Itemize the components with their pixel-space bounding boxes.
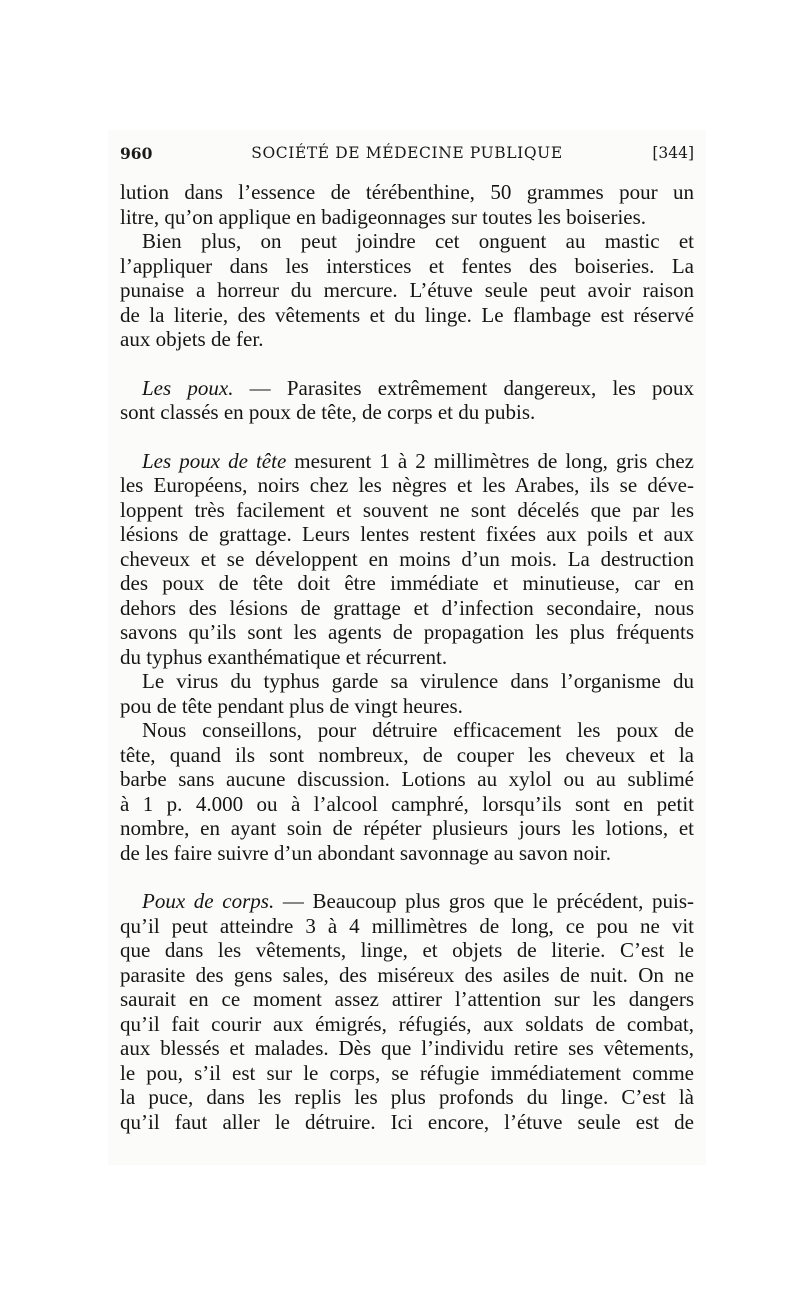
- text-line: [120, 376, 694, 401]
- text-line: Nous conseillons, pour détruire efficacement les poux de: [142, 718, 694, 742]
- text-line: parasite des gens sales, des miséreux des asiles de nuit. On ne: [120, 962, 694, 987]
- text-line: litre, qu’on applique en badigeonnages sur toutes les boiseries.: [120, 204, 647, 229]
- text-line: le pou, s’il est sur le corps, se réfugie immédiatement comme: [120, 1060, 694, 1085]
- text-run: — Parasites extrêmement dangereux, les poux: [233, 375, 694, 400]
- text-line: saurait en ce moment assez attirer l’attention sur les dangers: [120, 987, 694, 1011]
- text-line: barbe sans aucune discussion. Lotions au xylol ou au sublimé: [120, 767, 694, 791]
- text-line: qu’il faut aller le détruire. Ici encore, l’étuve seule est de: [120, 1109, 694, 1134]
- text-line: Le virus du typhus garde sa virulence dans l’organisme du: [142, 669, 694, 693]
- text-line: cheveux et se développent en moins d’un mois. La destruction: [120, 546, 694, 571]
- text-line: [120, 449, 694, 474]
- text-line: aux objets de fer.: [120, 327, 264, 351]
- text-line: lution dans l’essence de térébenthine, 50 grammes pour un: [120, 180, 694, 204]
- paragraph-poux-de-corps: [120, 889, 694, 1134]
- page-number: 960: [120, 144, 153, 163]
- paragraph-poux-de-tete: [120, 449, 694, 670]
- section-heading: Les poux de tête: [142, 448, 287, 473]
- text-line: pou de tête pendant plus de vingt heures.: [120, 693, 463, 718]
- text-line: les Européens, noirs chez les nègres et les Arabes, ils se déve-: [120, 473, 694, 497]
- paragraph: [120, 718, 694, 865]
- text-line: qu’il peut atteindre 3 à 4 millimètres de long, ce pou ne vit: [120, 913, 694, 938]
- section-heading: Poux de corps.: [142, 889, 275, 913]
- text-line: punaise a horreur du mercure. L’étuve seule peut avoir raison: [120, 278, 694, 302]
- text-run: mesurent 1 à 2 millimètres de long, gris chez: [286, 448, 694, 473]
- text-line: nombre, en ayant soin de répéter plusieurs jours les lotions, et: [120, 816, 694, 840]
- text-line: que dans les vêtements, linge, et objets de literie. C’est le: [120, 938, 694, 962]
- text-line: tête, quand ils sont nombreux, de couper les cheveux et la: [120, 742, 694, 767]
- text-line: qu’il fait courir aux émigrés, réfugiés, aux soldats de combat,: [120, 1011, 694, 1036]
- text-line: loppent très facilement et souvent ne sont décelés que par les: [120, 497, 694, 522]
- text-line: du typhus exanthématique et récurrent.: [120, 644, 448, 669]
- section-gap: [120, 425, 694, 449]
- text-line: l’appliquer dans les interstices et fentes des boiseries. La: [120, 253, 694, 278]
- text-line: sont classés en poux de tête, de corps et du pubis.: [120, 400, 536, 424]
- section-gap: [120, 352, 694, 376]
- text-line: de les faire suivre d’un abondant savonnage au savon noir.: [120, 840, 612, 865]
- text-line: [120, 889, 694, 914]
- body-text: [120, 180, 694, 1134]
- text-line: la puce, dans les replis les plus profonds du linge. C’est là: [120, 1085, 694, 1109]
- text-line: dehors des lésions de grattage et d’infection secondaire, nous: [120, 595, 694, 620]
- text-line: Bien plus, on peut joindre cet onguent au mastic et: [142, 229, 694, 253]
- paragraph: [120, 229, 694, 352]
- running-title: SOCIÉTÉ DE MÉDECINE PUBLIQUE: [251, 144, 563, 162]
- text-run: — Beaucoup plus gros que le précédent, puis-: [274, 889, 694, 913]
- text-line: savons qu’ils sont les agents de propagation les plus fréquents: [120, 620, 694, 644]
- section-heading: Les poux.: [142, 375, 234, 400]
- paragraph-les-poux: [120, 376, 694, 425]
- text-line: des poux de tête doit être immédiate et minutieuse, car en: [120, 571, 694, 595]
- reference-number: [344]: [652, 144, 694, 162]
- paragraph: [120, 669, 694, 718]
- text-line: aux blessés et malades. Dès que l’individu retire ses vêtements,: [120, 1036, 694, 1060]
- text-line: à 1 p. 4.000 ou à l’alcool camphré, lorsqu’ils sont en petit: [120, 791, 694, 816]
- paragraph: [120, 180, 694, 229]
- text-line: lésions de grattage. Leurs lentes restent fixées aux poils et aux: [120, 522, 694, 546]
- text-line: de la literie, des vêtements et du linge. Le flambage est réservé: [120, 302, 694, 327]
- page-header: [120, 144, 694, 168]
- section-gap: [120, 865, 694, 889]
